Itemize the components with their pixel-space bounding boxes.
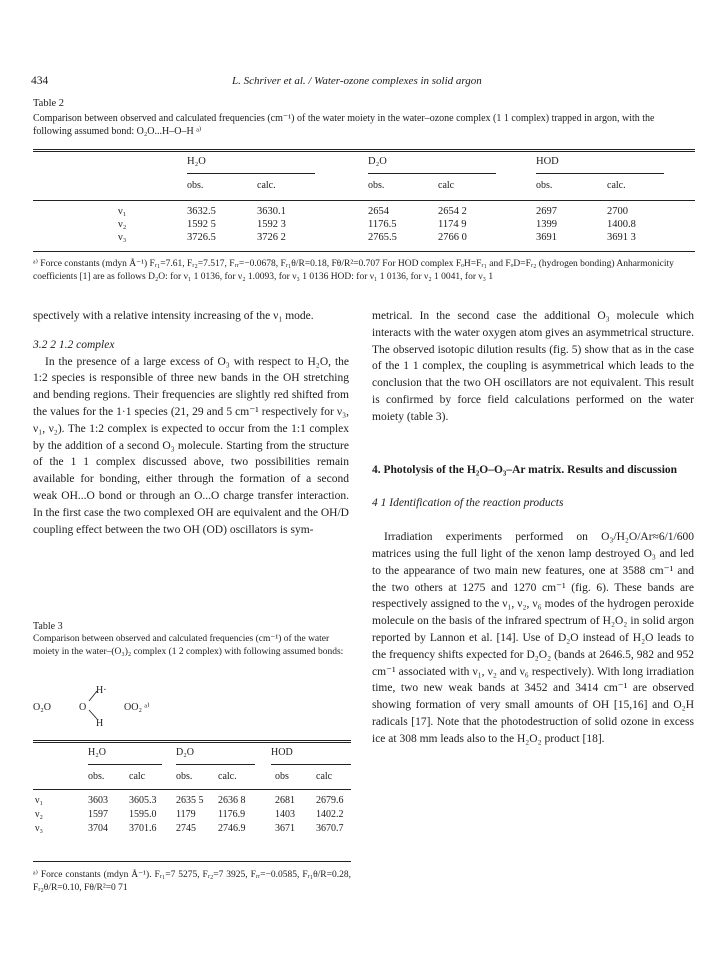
- table3-cell: 3670.7: [316, 823, 344, 834]
- table2-cell: 2654: [368, 206, 389, 217]
- table3-cell: 1595.0: [129, 809, 157, 820]
- table3-cell: 2746.9: [218, 823, 246, 834]
- table3-sub-obs: obs.: [176, 771, 193, 782]
- table2-cell: 2766 0: [438, 232, 467, 243]
- table3-top-rule: [33, 740, 351, 741]
- table2-cell: 1400.8: [607, 219, 636, 230]
- table3-cell: 2745: [176, 823, 196, 834]
- table2-bottom-rule: [33, 251, 695, 252]
- table2-header-rule: [33, 200, 695, 201]
- table3-top-rule-2: [33, 742, 351, 743]
- structure-right-oo2: OO₂ ᵃ⁾: [124, 702, 150, 713]
- table2-label: Table 2: [33, 98, 65, 109]
- left-column: [33, 308, 349, 538]
- table3-cell: 2681: [275, 795, 295, 806]
- structure-left-o2o: O₂O: [33, 702, 51, 713]
- table3-group-rule-d2o: [176, 764, 255, 765]
- table3-header-rule: [33, 789, 351, 790]
- table2-cell: 3726.5: [187, 232, 216, 243]
- table2-group-d2o: D₂O: [368, 156, 387, 167]
- right-column: [372, 308, 694, 748]
- table3-group-h2o: H₂O: [88, 747, 106, 758]
- table3-cell: 1176.9: [218, 809, 246, 820]
- table2-mode: ν₂: [118, 219, 127, 230]
- table3-cell: 3605.3: [129, 795, 157, 806]
- table3-sub-calc: calc: [129, 771, 146, 782]
- table2-cell: 1592 5: [187, 219, 216, 230]
- table3-cell: 3603: [88, 795, 108, 806]
- table2-cell: 3630.1: [257, 206, 286, 217]
- table2-group-rule-hod: [536, 173, 664, 174]
- table2-sub-calc: calc.: [257, 180, 276, 191]
- table3-sub-calc: calc: [316, 771, 333, 782]
- table2-cell: 3691: [536, 232, 557, 243]
- table2-group-h2o: H₂O: [187, 156, 206, 167]
- table2-sub-obs: obs.: [536, 180, 553, 191]
- table3-group-rule-h2o: [88, 764, 162, 765]
- table3-cell: 3671: [275, 823, 295, 834]
- table3-cell: 2679.6: [316, 795, 344, 806]
- page-number: 434: [31, 75, 49, 87]
- table2-cell: 2697: [536, 206, 557, 217]
- table2-sub-calc: calc: [438, 180, 455, 191]
- table3-cell: 3701.6: [129, 823, 157, 834]
- section-heading-3-2-2: 3.2 2 1.2 complex: [33, 338, 115, 351]
- table3-caption: Comparison between observed and calculated frequencies (cm⁻¹) of the water moiety in the water–(O₃)₂ complex (1 2 complex) with following assumed bonds:: [33, 634, 344, 657]
- table2-group-rule-h2o: [187, 173, 315, 174]
- table2-cell: 3726 2: [257, 232, 286, 243]
- right-para-photolysis: Irradiation experiments performed on O₃/H₂O/Ar≈6/1/600 matrices using the full light of the xenon lamp destroyed O₃ and led to the appearance of two main new features, one at 3588 cm⁻¹ and the two others at 1275 and 1270 cm⁻¹ (fig. 6). These bands are respectively assigned to the ν₁, ν₂, ν₆ modes of the hydrogen peroxide molecule on the basis of the infrared spectrum of H₂O₂ in solid argon reported by Lannon et al. [14]. Use of D₂O instead of H₂O leads to the frequency shifts expected for D₂O₂ (bands at 2646.5, 982 and 952 cm⁻¹ associated with ν₁, ν₂ and ν₆ respectively). With long irradiation time, two new weak bands at 3452 and 3414 cm⁻¹ are observed showing formation of very small amounts of OH [15,16] and O₂H radicals [17]. Note that the photodestruction of solid ozone in excess ice at 308 mm leads also to the H₂O₂ product [18].: [372, 531, 694, 745]
- table3-cell: 3704: [88, 823, 108, 834]
- table2-mode: ν₁: [118, 206, 127, 217]
- table2-mode: ν₃: [118, 232, 127, 243]
- table3-cell: 2636 8: [218, 795, 246, 806]
- table3-group-d2o: D₂O: [176, 747, 194, 758]
- table2-cell: 1176.5: [368, 219, 397, 230]
- table2-top-rule: [33, 149, 695, 150]
- table2-group-hod: HOD: [536, 156, 559, 167]
- table2-sub-calc: calc.: [607, 180, 626, 191]
- table3-cell: 2635 5: [176, 795, 204, 806]
- table3-group-hod: HOD: [271, 747, 293, 758]
- table2-cell: 2654 2: [438, 206, 467, 217]
- left-para-1-2-complex: In the presence of a large excess of O₃ with respect to H₂O, the 1:2 species is responsible of three new bands in the OH stretching and bending regions. Their frequencies are slightly red shifted from the values for the 1·1 species (21, 29 and 5 cm⁻¹ respectively for ν₃, ν₁, ν₂). The 1:2 complex is expected to occur from the 1:1 complex by the addition of a second O₃ molecule. Starting from the structure of the 1 1 complex discussed above, two possibilities remain available for bonding, either through the formation of a second weak OH...O bond or through an O...O charge transfer interaction. In the first case the two complexed OH are equivalent and the OH/D coupling effect between the two OH (OD) oscillators is sym-: [33, 355, 349, 536]
- section-heading-4: 4. Photolysis of the H₂O–O₃–Ar matrix. Results and discussion: [372, 463, 678, 476]
- table3-mode: ν₁: [35, 795, 44, 806]
- table3-mode: ν₃: [35, 823, 44, 834]
- table2-footnote: ᵃ⁾ Force constants (mdyn Å⁻¹) Fᵣ₁=7.61, Fᵣ₂=7.517, Fᵣᵣ=−0.0678, Fᵣ₁θ/R=0.18, Fθ/R²=0.707 For HOD complex FₒH=Fᵣ₁ and FₒD=Fᵣ₂ (hydrogen bonding) Anharmonicity coefficients [1] are as follows D₂O: for ν₁ 1 0136, for ν₂ 1.0093, for ν₃ 1 0136 HOD: for ν₁ 1 0136, for ν₂ 1 0041, for ν₃ 1: [33, 259, 674, 282]
- structure-center-o: O: [79, 702, 87, 713]
- table3-cell: 1179: [176, 809, 196, 820]
- table3-bottom-rule: [33, 861, 351, 862]
- table2-cell: 3632.5: [187, 206, 216, 217]
- table3-group-rule-hod: [271, 764, 351, 765]
- table2-cell: 3691 3: [607, 232, 636, 243]
- structure-upper-h: H·: [96, 685, 107, 696]
- table3-sub-obs: obs: [275, 771, 289, 782]
- table2-cell: 1592 3: [257, 219, 286, 230]
- table2-caption: Comparison between observed and calculated frequencies (cm⁻¹) of the water moiety in the water–ozone complex (1 1 complex) trapped in argon, with the following assumed bond: O₂O...H–O–H ᵃ⁾: [33, 113, 655, 137]
- table2-sub-obs: obs.: [187, 180, 204, 191]
- table2-sub-obs: obs.: [368, 180, 385, 191]
- table2-cell: 1174 9: [438, 219, 467, 230]
- table3-sub-calc: calc.: [218, 771, 237, 782]
- left-para-continuation: spectively with a relative intensity increasing of the ν₁ mode.: [33, 310, 314, 322]
- table3-label: Table 3: [33, 621, 63, 632]
- table2-cell: 2700: [607, 206, 628, 217]
- table2-cell: 2765.5: [368, 232, 397, 243]
- table3-cell: 1402.2: [316, 809, 344, 820]
- table3-cell: 1597: [88, 809, 108, 820]
- table2-group-rule-d2o: [368, 173, 496, 174]
- running-title: L. Schriver et al. / Water-ozone complexes in solid argon: [232, 75, 482, 87]
- table3-mode: ν₂: [35, 809, 44, 820]
- table3-footnote: ᵃ⁾ Force constants (mdyn Å⁻¹). Fᵣ₁=7 5275, Fᵣ₂=7 3925, Fᵣᵣ=−0.0585, Fᵣ₁θ/R=0.28, Fᵣ₂θ/R=0.10, Fθ/R²=0 71: [33, 870, 351, 893]
- subsection-heading-4-1: 4 1 Identification of the reaction products: [372, 497, 564, 510]
- structure-lower-h: H: [96, 718, 104, 729]
- table2-cell: 1399: [536, 219, 557, 230]
- right-para-continuation: metrical. In the second case the additional O₃ molecule which interacts with the water oxygen atom gives an asymmetrical structure. The observed isotopic dilution results (fig. 5) show that as in the case of the 1 1 complex, the coupling is asymmetrical which leads to the conclusion that the two OH oscillators are not equivalent. This result is confirmed by force field calculations performed on the water moiety (table 3).: [372, 310, 694, 423]
- table2-top-rule-2: [33, 151, 695, 152]
- table3-cell: 1403: [275, 809, 295, 820]
- table3-sub-obs: obs.: [88, 771, 105, 782]
